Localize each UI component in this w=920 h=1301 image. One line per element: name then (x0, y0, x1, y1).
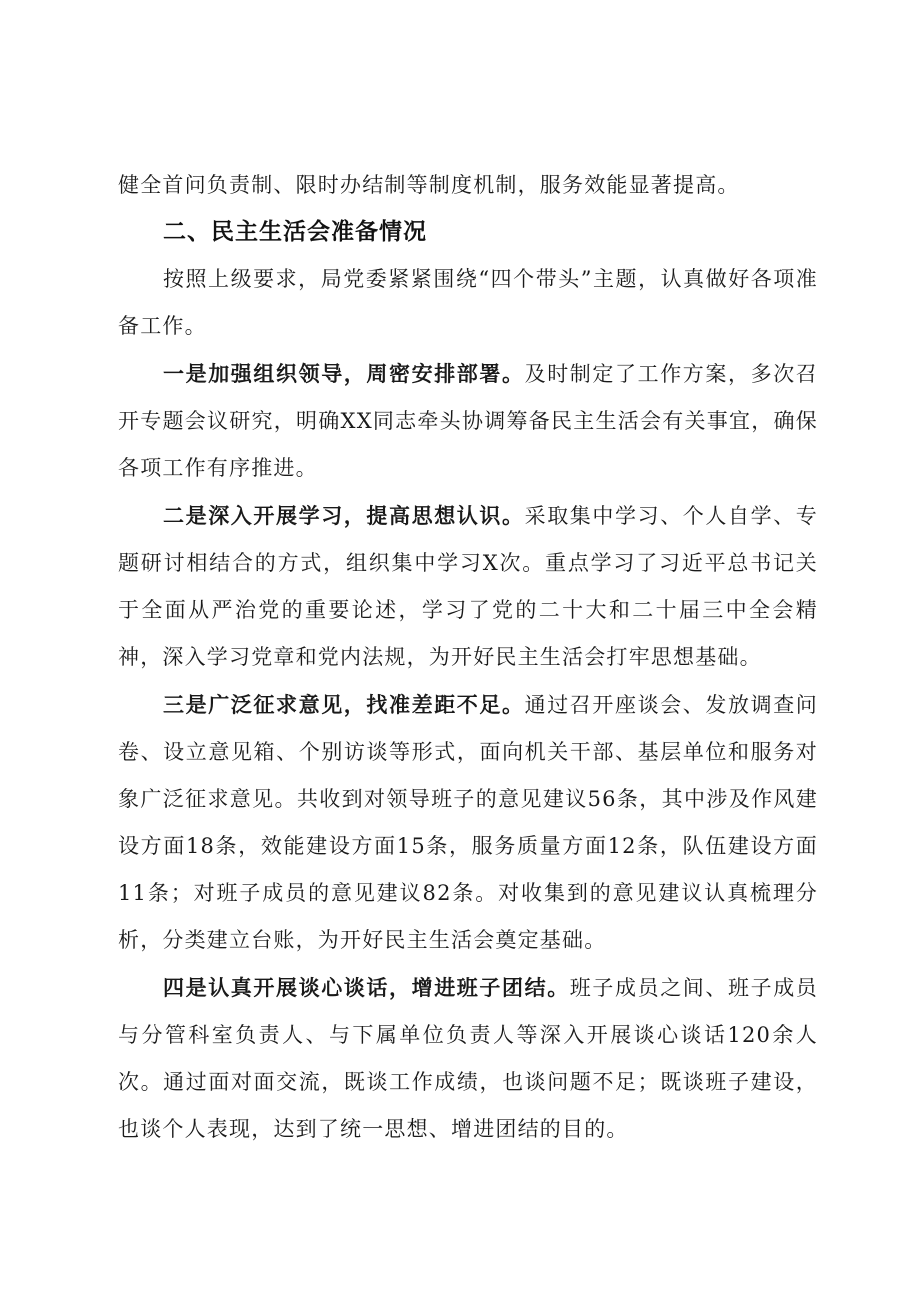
continuation-line: 健全首问负责制、限时办结制等制度机制，服务效能显著提高。 (118, 173, 740, 197)
paragraph-body: 及时制定了工作方案，多次召开专题会议研究，明确XX同志牵头协调筹备民主生活会有关事宜，确保各项工作有序推进。 (118, 362, 818, 480)
paragraph-item-4 (118, 964, 818, 1153)
paragraph-lead: 四是认真开展谈心谈话，增进班子团结。 (163, 975, 570, 1000)
section-heading: 二、民主生活会准备情况 (163, 219, 427, 245)
paragraph-item-2 (118, 492, 818, 681)
document-body (118, 162, 818, 1153)
paragraph-body: 采取集中学习、个人自学、专题研讨相结合的方式，组织集中学习X次。重点学习了习近平总书记关于全面从严治党的重要论述，学习了党的二十大和二十届三中全会精神，深入学习党章和党内法规，为开好民主生活会打牢思想基础。 (118, 504, 818, 669)
intro-paragraph: 按照上级要求，局党委紧紧围绕“四个带头”主题，认真做好各项准备工作。 (118, 267, 818, 338)
paragraph-item-1 (118, 350, 818, 492)
paragraph-lead: 二是深入开展学习，提高思想认识。 (163, 503, 525, 528)
paragraph-body: 通过召开座谈会、发放调查问卷、设立意见箱、个别访谈等形式，面向机关干部、基层单位和服务对象广泛征求意见。共收到对领导班子的意见建议56条，其中涉及作风建设方面18条，效能建设方面15条，服务质量方面12条，队伍建设方面11条；对班子成员的意见建议82条。对收集到的意见建议认真梳理分析，分类建立台账，为开好民主生活会奠定基础。 (118, 693, 818, 952)
paragraph-body: 班子成员之间、班子成员与分管科室负责人、与下属单位负责人等深入开展谈心谈话120余人次。通过面对面交流，既谈工作成绩，也谈问题不足；既谈班子建设，也谈个人表现，达到了统一思想、增进团结的目的。 (118, 976, 818, 1141)
paragraph-lead: 三是广泛征求意见，找准差距不足。 (163, 692, 525, 717)
paragraph-lead: 一是加强组织领导，周密安排部署。 (163, 361, 525, 386)
paragraph-item-3 (118, 681, 818, 964)
